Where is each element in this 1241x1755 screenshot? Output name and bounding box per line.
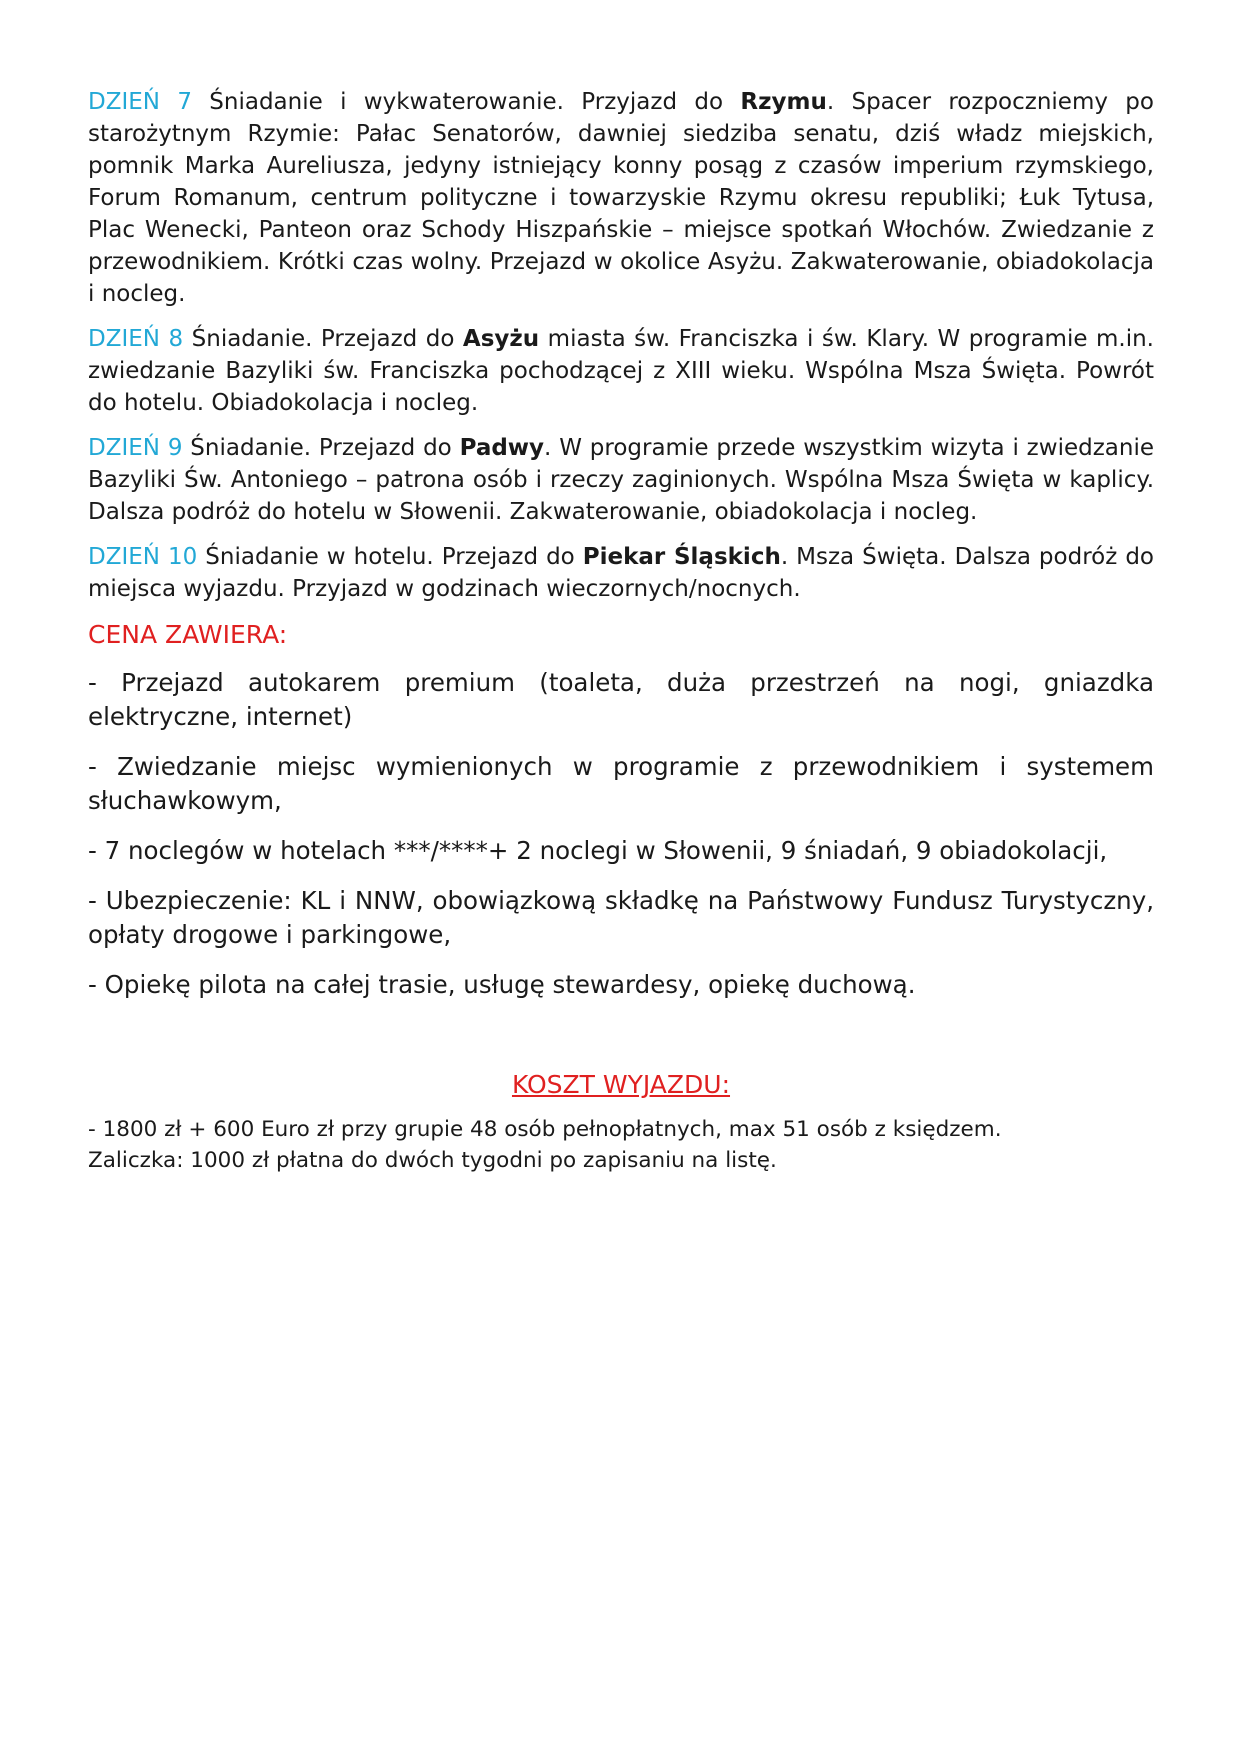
day-destination: Asyżu (462, 326, 540, 352)
day-9-paragraph (88, 432, 1154, 528)
day-text: . Msza Święta. Dalsza podróż do miejsca wyjazdu. Przyjazd w godzinach wieczornych/nocnych. (88, 544, 1154, 602)
price-item: - Zwiedzanie miejsc wymienionych w programie z przewodnikiem i systemem słuchawkowym, (88, 752, 1154, 815)
day-text: miasta św. Franciszka i św. Klary. W programie m.in. zwiedzanie Bazyliki św. Franciszka pochodzącej z XIII wieku. Wspólna Msza Święta. Powrót do hotelu. Obiadokolacja i nocleg. (88, 326, 1154, 416)
day-text: Śniadanie i wykwaterowanie. Przyjazd do (191, 89, 741, 115)
day-text: Śniadanie. Przejazd do (182, 435, 460, 461)
day-10-paragraph (88, 541, 1154, 605)
price-item: - Opiekę pilota na całej trasie, usługę stewardesy, opiekę duchową. (88, 970, 916, 999)
day-label: DZIEŃ 7 (88, 89, 192, 115)
cost-line: Zaliczka: 1000 zł płatna do dwóch tygodni po zapisaniu na listę. (88, 1148, 777, 1173)
day-8-paragraph (88, 323, 1154, 419)
price-includes-heading: CENA ZAWIERA: (88, 620, 288, 649)
price-item: - Przejazd autokarem premium (toaleta, duża przestrzeń na nogi, gniazdka elektryczne, internet) (88, 668, 1154, 731)
price-item: - 7 noclegów w hotelach ***/****+ 2 noclegi w Słowenii, 9 śniadań, 9 obiadokolacji, (88, 836, 1108, 865)
day-text: Śniadanie w hotelu. Przejazd do (197, 544, 583, 570)
day-destination: Piekar Śląskich (582, 544, 781, 570)
cost-heading: KOSZT WYJAZDU: (511, 1070, 731, 1099)
day-text: . W programie przede wszystkim wizyta i zwiedzanie Bazyliki Św. Antoniego – patrona osób i rzeczy zaginionych. Wspólna Msza Święta w kaplicy. Dalsza podróż do hotelu w Słowenii. Zakwaterowanie, obiadokolacja i nocleg. (88, 435, 1154, 525)
day-label: DZIEŃ 9 (88, 435, 183, 461)
price-item: - Ubezpieczenie: KL i NNW, obowiązkową składkę na Państwowy Fundusz Turystyczny, opłaty drogowe i parkingowe, (88, 886, 1154, 949)
cost-line: - 1800 zł + 600 Euro zł przy grupie 48 osób pełnopłatnych, max 51 osób z księdzem. (88, 1117, 1002, 1142)
day-label: DZIEŃ 10 (88, 544, 198, 570)
day-text: . Spacer rozpoczniemy po starożytnym Rzymie: Pałac Senatorów, dawniej siedziba senatu, dziś władz miejskich, pomnik Marka Aureliusza, jedyny istniejący konny posąg z czasów imperium rzymskiego, Forum Romanum, centrum polityczne i towarzyskie Rzymu okresu republiki; Łuk Tytusa, Plac Wenecki, Panteon oraz Schody Hiszpańskie – miejsce spotkań Włochów. Zwiedzanie z przewodnikiem. Krótki czas wolny. Przejazd w okolice Asyżu. Zakwaterowanie, obiadokolacja i nocleg. (88, 89, 1154, 307)
document-page (88, 86, 1154, 1176)
day-7-paragraph (88, 86, 1154, 310)
day-destination: Rzymu (740, 89, 827, 115)
day-label: DZIEŃ 8 (88, 326, 184, 352)
day-text: Śniadanie. Przejazd do (183, 326, 463, 352)
day-destination: Padwy (459, 435, 545, 461)
